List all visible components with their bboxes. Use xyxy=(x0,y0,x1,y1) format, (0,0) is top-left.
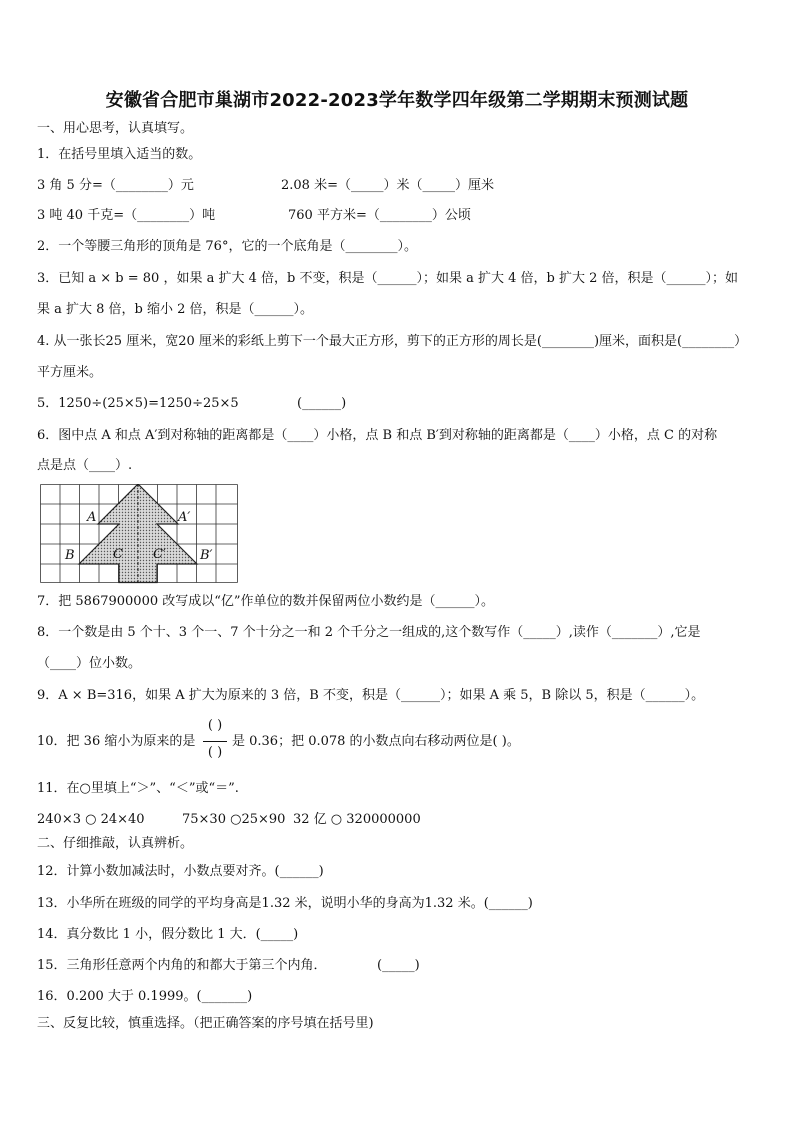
question-12: 12．计算小数加减法时，小数点要对齐。(______) xyxy=(37,864,324,879)
question-4-line-2: 平方厘米。 xyxy=(37,365,103,380)
question-11: 11．在○里填上“＞”、“＜”或“＝”. xyxy=(37,781,239,796)
question-6-line-1: 6．图中点 A 和点 A′到对称轴的距离都是（____）小格，点 B 和点 B′到对称轴的距离都是（____）小格，点 C 的对称 xyxy=(37,428,718,443)
question-1: 1．在括号里填入适当的数。 xyxy=(37,147,202,162)
label-B-prime: B′ xyxy=(200,548,213,563)
question-1-item-c: 3 吨 40 千克=（________）吨 xyxy=(37,208,216,223)
question-10-part-1: 10．把 36 缩小为原来的是 xyxy=(37,734,196,749)
question-9: 9．A × B=316，如果 A 扩大为原来的 3 倍，B 不变，积是（______）；如果 A 乘 5，B 除以 5，积是（______）。 xyxy=(37,688,705,703)
question-11-item-a: 240×3 ○ 24×40 xyxy=(37,812,145,827)
question-1-item-a: 3 角 5 分=（________）元 xyxy=(37,178,194,193)
question-11-item-c: 32 亿 ○ 320000000 xyxy=(293,812,421,827)
question-14: 14．真分数比 1 小，假分数比 1 大．(_____) xyxy=(37,927,299,942)
question-7: 7．把 5867900000 改写成以“亿”作单位的数并保留两位小数约是（______）。 xyxy=(37,594,495,609)
question-10-fraction-blank xyxy=(202,716,228,768)
question-3-line-1: 3．已知 a × b = 80 ，如果 a 扩大 4 倍，b 不变，积是（______）；如果 a 扩大 4 倍，b 扩大 2 倍，积是（______）；如 xyxy=(37,271,739,286)
question-1-item-b: 2.08 米=（_____）米（_____）厘米 xyxy=(281,178,494,193)
fraction-numerator: ( ) xyxy=(207,718,223,733)
question-10-part-2: 是 0.36；把 0.078 的小数点向右移动两位是( )。 xyxy=(232,734,520,749)
label-B: B xyxy=(65,548,75,563)
question-3-line-2: 果 a 扩大 8 倍，b 缩小 2 倍，积是（______）。 xyxy=(37,302,314,317)
page-title: 安徽省合肥市巢湖市2022-2023学年数学四年级第二学期期末预测试题 xyxy=(105,90,689,111)
section-3-heading: 三、反复比较，慎重选择。（把正确答案的序号填在括号里) xyxy=(37,1016,374,1031)
section-2-heading: 二、仔细推敲，认真辨析。 xyxy=(37,836,194,851)
question-1-item-d: 760 平方米=（________）公顷 xyxy=(288,208,471,223)
question-4-line-1: 4. 从一张长25 厘米，宽20 厘米的彩纸上剪下一个最大正方形，剪下的正方形的周长是(________)厘米，面积是(________） xyxy=(37,334,748,349)
question-5: 5．1250÷(25×5)=1250÷25×5 xyxy=(37,396,239,411)
fraction-bar xyxy=(203,741,227,742)
label-C: C xyxy=(113,547,123,562)
symmetry-grid-figure xyxy=(40,484,240,584)
question-6-line-2: 点是点（____）. xyxy=(37,458,133,473)
question-8-line-1: 8．一个数是由 5 个十、3 个一、7 个十分之一和 2 个千分之一组成的,这个数写作（_____）,读作（_______）,它是 xyxy=(37,625,701,640)
question-15-answer-blank: (_____) xyxy=(377,958,420,973)
question-2: 2．一个等腰三角形的顶角是 76°，它的一个底角是（________）。 xyxy=(37,239,417,254)
question-8-line-2: （____）位小数。 xyxy=(37,656,142,671)
label-C-prime: C′ xyxy=(153,547,166,562)
question-11-item-b: 75×30 ○25×90 xyxy=(182,812,286,827)
label-A: A xyxy=(87,510,97,525)
question-16: 16．0.200 大于 0.1999。(_______) xyxy=(37,989,253,1004)
fraction-denominator: ( ) xyxy=(207,745,223,760)
section-1-heading: 一、用心思考，认真填写。 xyxy=(37,121,194,136)
question-5-answer-blank: (______) xyxy=(297,396,347,411)
question-13: 13．小华所在班级的同学的平均身高是1.32 米，说明小华的身高为1.32 米。(______) xyxy=(37,896,533,911)
question-15: 15．三角形任意两个内角的和都大于第三个内角． xyxy=(37,958,327,973)
label-A-prime: A′ xyxy=(178,510,191,525)
